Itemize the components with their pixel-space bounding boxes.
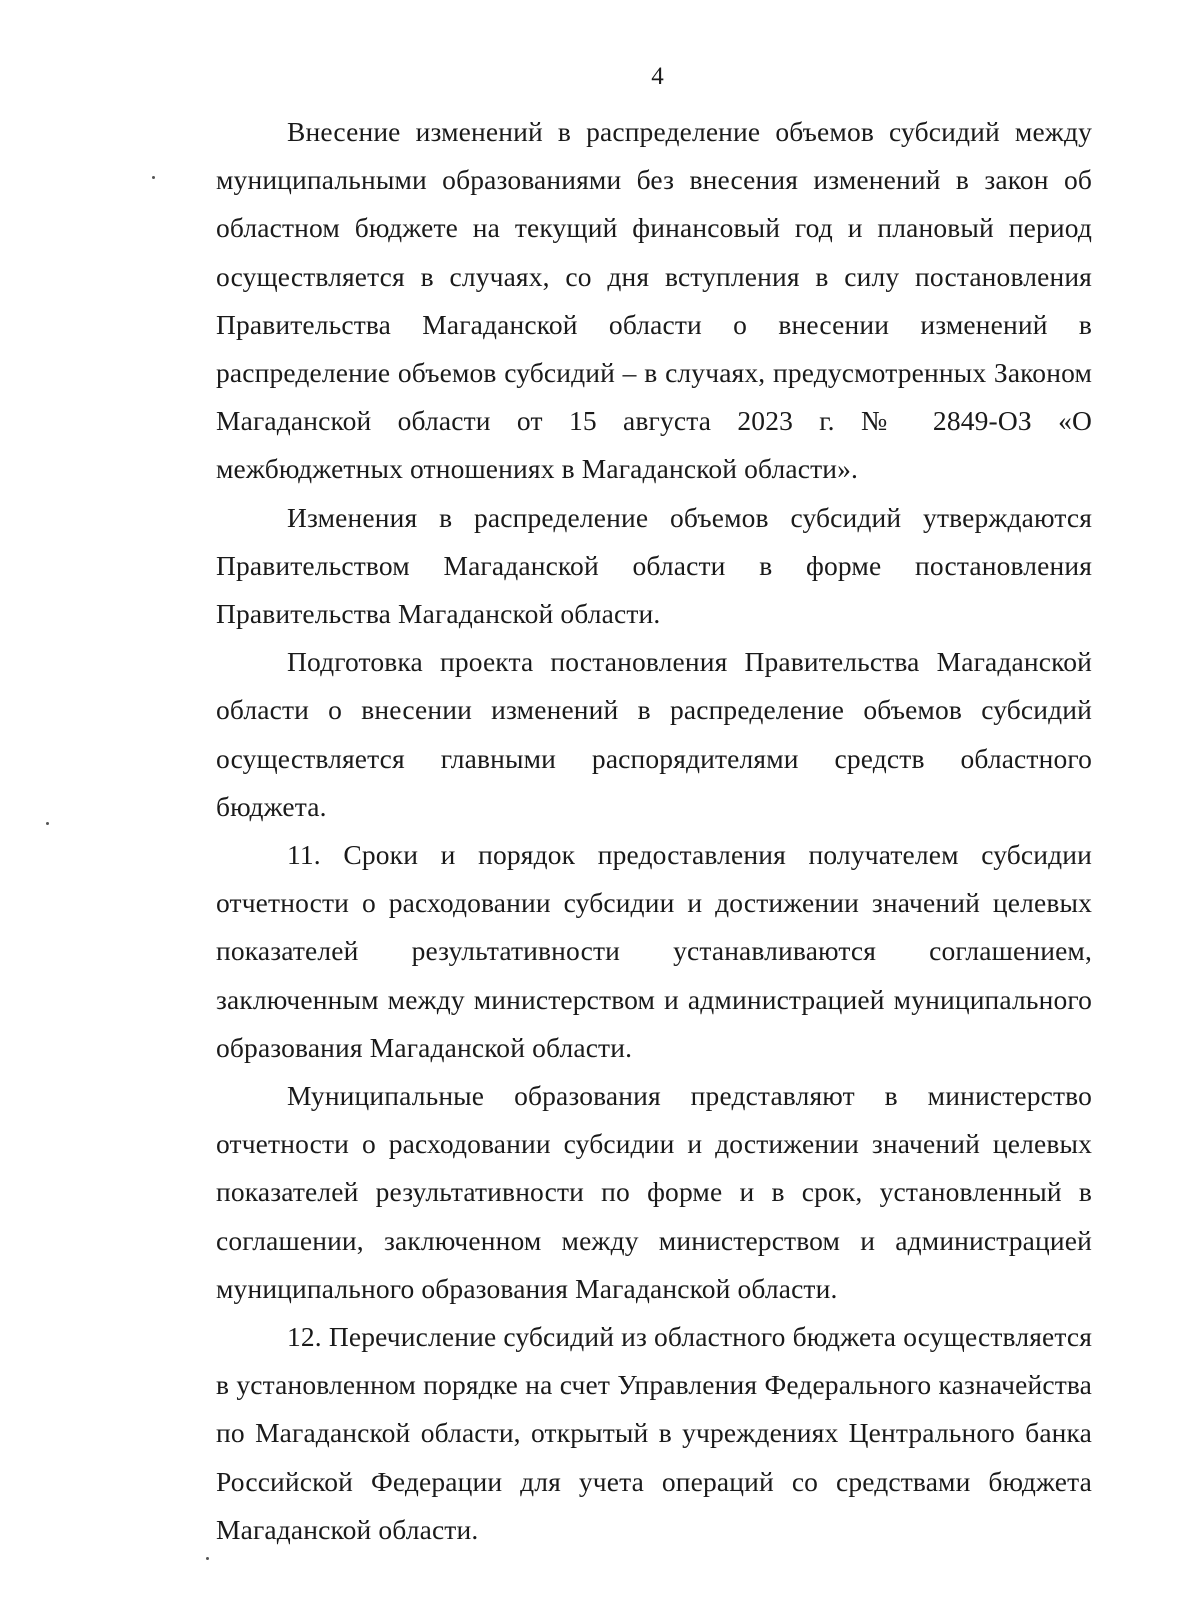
page-number: 4 [651, 63, 664, 90]
scan-artifact [206, 1557, 209, 1560]
paragraph-subsidy-redistribution: Внесение изменений в распределение объемов субсидий между муниципальными образованиями без внесения изменений в закон об областном бюджете на текущий финансовый год и плановый период осуществляется в случаях, со дня вступления в силу постановления Правительства Магаданской области о внесении изменений в распределение объемов субсидий – в случаях, предусмотренных Законом Магаданской области от 15 августа 2023 г. № 2849-ОЗ «О межбюджетных отношениях в Магаданской области». [216, 116, 1092, 485]
scan-artifact [152, 176, 155, 179]
paragraph-draft-preparation: Подготовка проекта постановления Правительства Магаданской области о внесении изменений в распределение объемов субсидий осуществляется главными распорядителями средств областного бюджета. [216, 646, 1092, 822]
paragraph-changes-approval: Изменения в распределение объемов субсидий утверждаются Правительством Магаданской области в форме постановления Правительства Магаданской области. [216, 501, 1092, 630]
document-body [216, 108, 1092, 1554]
paragraph-municipal-reporting: Муниципальные образования представляют в министерство отчетности о расходовании субсидии и достижении значений целевых показателей результативности по форме и в срок, установленный в соглашении, заключенном между министерством и администрацией муниципального образования Магаданской области. [216, 1080, 1092, 1304]
paragraph-11-reporting-terms: 11. Сроки и порядок предоставления получателем субсидии отчетности о расходовании субсидии и достижении значений целевых показателей результативности устанавливаются соглашением, заключенным между министерством и администрацией муниципального образования Магаданской области. [216, 839, 1092, 1063]
scan-artifact [46, 822, 49, 825]
paragraph-12-transfer: 12. Перечисление субсидий из областного бюджета осуществляется в установленном порядке на счет Управления Федерального казначейства по Магаданской области, открытый в учреждениях Центрального банка Российской Федерации для учета операций со средствами бюджета Магаданской области. [216, 1321, 1093, 1545]
